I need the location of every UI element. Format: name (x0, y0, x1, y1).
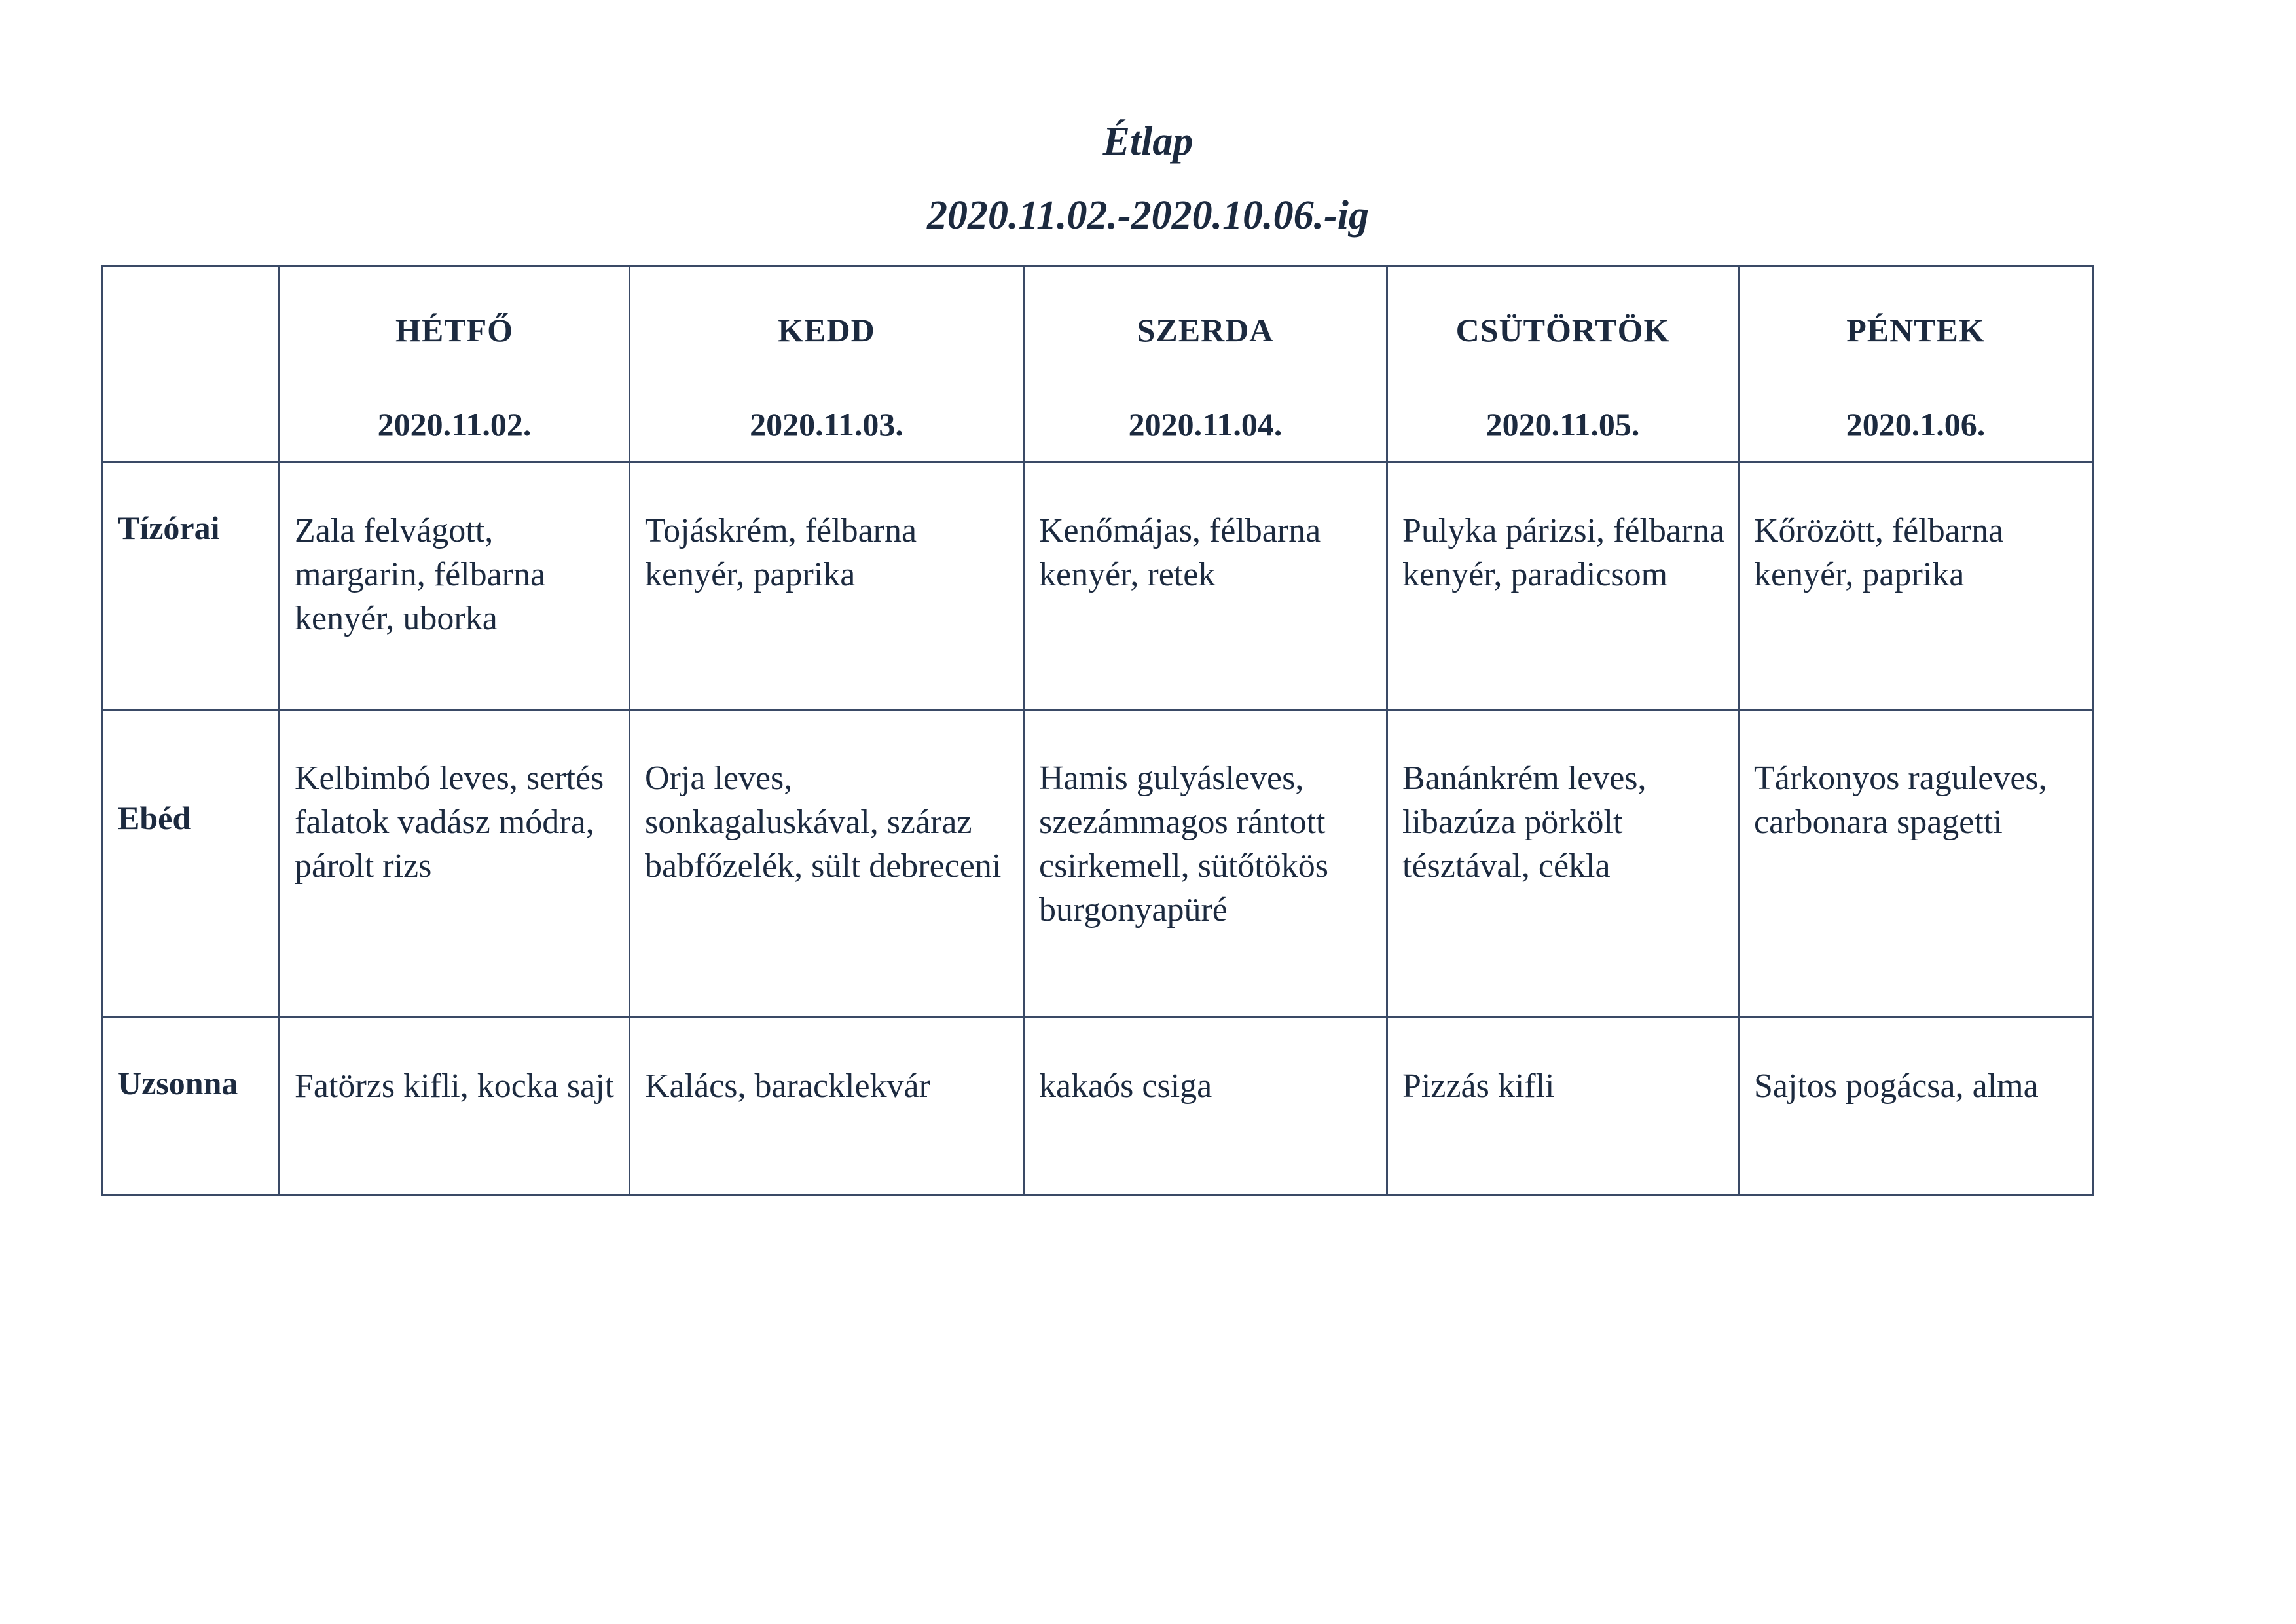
meal-cell (1739, 710, 2093, 1018)
meal-text: Tárkonyos raguleves, carbonara spagetti (1754, 760, 2047, 841)
date-range-subtitle: 2020.11.02.-2020.10.06.-ig (926, 193, 1370, 238)
meal-text: Sajtos pogácsa, alma (1754, 1067, 2039, 1105)
meal-cell (1024, 462, 1387, 710)
meal-cell (1387, 1018, 1739, 1196)
menu-table (101, 265, 2094, 1196)
corner-cell (103, 266, 280, 462)
meal-text: Banánkrém leves, libazúza pörkölt tésztával, cékla (1402, 760, 1647, 885)
day-date: 2020.11.03. (750, 406, 903, 443)
day-date: 2020.11.04. (1128, 406, 1283, 443)
day-name: SZERDA (1137, 312, 1274, 348)
day-date: 2020.11.05. (1485, 406, 1640, 443)
meal-text: Kőrözött, félbarna kenyér, paprika (1754, 512, 2004, 593)
meal-text: Hamis gulyásleves, szezámmagos rántott csirkemell, sütőtökös burgonyapüré (1039, 760, 1328, 929)
meal-label: Ebéd (118, 800, 191, 836)
day-header-thursday (1387, 266, 1739, 462)
meal-text: Kenőmájas, félbarna kenyér, retek (1039, 512, 1321, 593)
day-name: HÉTFŐ (395, 312, 514, 348)
table-header-row (103, 266, 2093, 462)
meal-label-cell (103, 462, 280, 710)
meal-cell (1024, 1018, 1387, 1196)
day-name: PÉNTEK (1846, 312, 1985, 348)
meal-text: Kelbimbó leves, sertés falatok vadász módra, párolt rizs (295, 760, 604, 885)
meal-cell (630, 710, 1024, 1018)
day-header-friday (1739, 266, 2093, 462)
meal-cell (1739, 1018, 2093, 1196)
day-name: CSÜTÖRTÖK (1455, 312, 1670, 348)
meal-label-cell (103, 1018, 280, 1196)
meal-cell (630, 1018, 1024, 1196)
meal-cell (280, 462, 630, 710)
table-row-ebed (103, 710, 2093, 1018)
meal-label-cell (103, 710, 280, 1018)
day-header-tuesday (630, 266, 1024, 462)
meal-text: Fatörzs kifli, kocka sajt (295, 1067, 615, 1105)
day-date: 2020.1.06. (1846, 406, 1986, 443)
meal-text: kakaós csiga (1039, 1067, 1212, 1105)
meal-cell (280, 1018, 630, 1196)
meal-text: Pulyka párizsi, félbarna kenyér, paradicsom (1402, 512, 1725, 593)
page-title: Étlap (1102, 119, 1194, 164)
day-header-monday (280, 266, 630, 462)
table-row-tizorai (103, 462, 2093, 710)
meal-cell (1387, 710, 1739, 1018)
meal-cell (1739, 462, 2093, 710)
table-row-uzsonna (103, 1018, 2093, 1196)
meal-text: Orja leves, sonkagaluskával, száraz babfőzelék, sült debreceni (645, 760, 1002, 885)
meal-cell (1387, 462, 1739, 710)
meal-cell (280, 710, 630, 1018)
day-name: KEDD (778, 312, 875, 348)
day-header-wednesday (1024, 266, 1387, 462)
meal-text: Zala felvágott, margarin, félbarna kenyér, uborka (295, 512, 546, 637)
meal-text: Pizzás kifli (1402, 1067, 1555, 1105)
day-date: 2020.11.02. (377, 406, 532, 443)
meal-label: Tízórai (118, 509, 220, 546)
meal-text: Kalács, baracklekvár (645, 1067, 930, 1105)
meal-cell (630, 462, 1024, 710)
meal-label: Uzsonna (118, 1065, 238, 1101)
meal-cell (1024, 710, 1387, 1018)
meal-text: Tojáskrém, félbarna kenyér, paprika (645, 512, 917, 593)
